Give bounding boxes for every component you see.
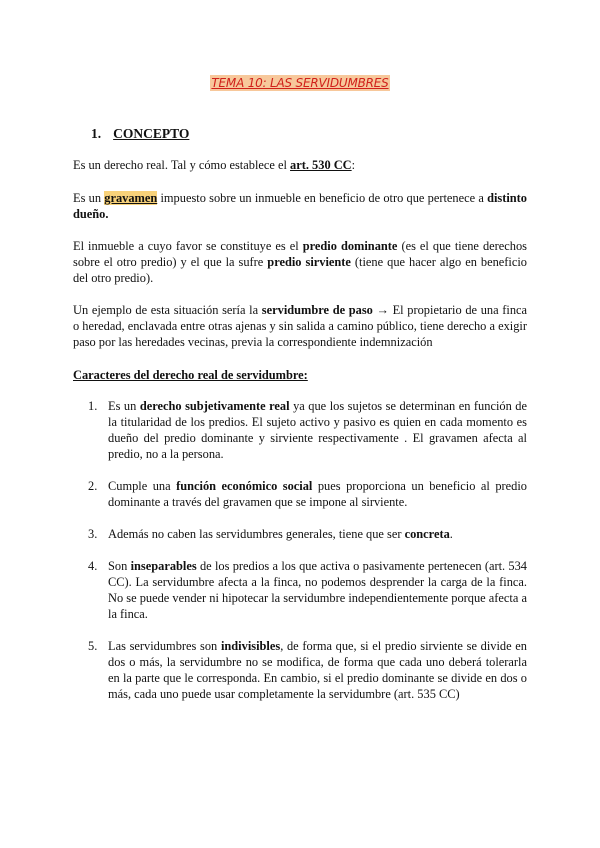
bold-term: concreta: [404, 527, 450, 541]
paragraph-predios: [73, 238, 527, 286]
text: .: [449, 527, 453, 541]
text: impuesto sobre un inmueble en beneficio de otro que pertenece a: [157, 191, 488, 205]
text: El inmueble a cuyo favor se constituye es el: [73, 239, 303, 253]
bold-term: distinto dueño.: [73, 191, 527, 221]
bold-term: indivisibles: [220, 639, 281, 653]
list-number: 4.: [88, 559, 98, 573]
text: de los predios a los que activa o pasivamente pertenecen (art. 534 CC). La servidumbre afecta a la finca, no podemos desprender la carga de la finca. No se puede vender ni hipotecar la servidumbre independientemente porque afecta a la finca.: [108, 559, 527, 621]
paragraph-gravamen: [73, 190, 527, 222]
bold-term: derecho subjetivamente real: [139, 399, 290, 413]
list-number: 5.: [88, 639, 98, 653]
article-reference: art. 530 CC: [290, 158, 352, 172]
section-label: CONCEPTO: [113, 126, 190, 141]
text: Es un: [108, 399, 140, 413]
list-number: 3.: [88, 527, 98, 541]
text: :: [351, 158, 356, 172]
text: Además no caben las servidumbres generales, tiene que ser: [108, 527, 405, 541]
highlighted-term: gravamen: [104, 191, 158, 205]
bold-term: inseparables: [130, 559, 197, 573]
title-text: TEMA 10: LAS SERVIDUMBRES: [211, 76, 389, 90]
text: , de forma que, si el predio sirviente se divide en dos o más, la servidumbre no se modifica, de forma que cada uno deberá tolerarla en la parte que le corresponda. En cambio, si el predio dominante se divide en dos o más, cada uno puede usar completamente la servidumbre (art. 535 CC): [108, 639, 528, 701]
subheading: Caracteres del derecho real de servidumbre:: [73, 368, 308, 382]
paragraph-example: [73, 302, 527, 350]
text: Un ejemplo de esta situación sería la: [73, 303, 262, 317]
list-item: [88, 638, 528, 702]
list-item: [88, 398, 527, 462]
section-number: 1.: [91, 126, 102, 141]
text: (tiene que hacer algo en beneficio del otro predio).: [73, 255, 527, 285]
text: ya que los sujetos se determinan en función de la titularidad de los predios. El sujeto activo y pasivo es quien en cada momento es dueño del predio dominante y sirviente respectivamente . El gravamen afecta al predio, no a la persona.: [108, 399, 527, 461]
text: → El propietario de una finca o heredad, enclavada entre otras ajenas y sin salida a camino público, tiene derecho a exigir paso por las heredades vecinas, previa la correspondiente indemnización: [73, 303, 528, 349]
text: Las servidumbres son: [108, 639, 221, 653]
bold-term: predio dominante: [302, 239, 398, 253]
list-number: 1.: [88, 399, 98, 413]
text: Es un derecho real. Tal y cómo establece el: [73, 158, 291, 172]
bold-term: predio sirviente: [267, 255, 351, 269]
text: (es el que tiene derechos sobre el otro predio) y el que la sufre: [73, 239, 527, 269]
section-heading: [91, 126, 189, 142]
list-item: [88, 478, 527, 510]
list-item: [88, 526, 527, 542]
text: pues proporciona un beneficio al predio dominante a través del gravamen que se impone al sirviente.: [108, 479, 527, 509]
bold-term: servidumbre de paso: [261, 303, 373, 317]
page-title: [0, 76, 600, 90]
text: Son: [108, 559, 131, 573]
bold-term: función económico social: [176, 479, 313, 493]
paragraph-definition: [73, 157, 527, 173]
text: Cumple una: [108, 479, 177, 493]
list-item: [88, 558, 527, 622]
text: Es un: [73, 191, 105, 205]
list-number: 2.: [88, 479, 98, 493]
